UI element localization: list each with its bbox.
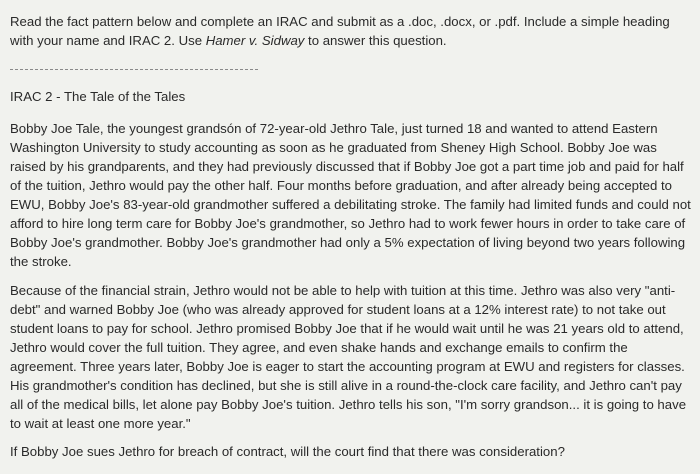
dashed-divider bbox=[10, 69, 258, 70]
question-text: If Bobby Joe sues Jethro for breach of contract, will the court find that there was consideration? bbox=[10, 444, 565, 459]
fact-pattern-paragraph-1: Bobby Joe Tale, the youngest grandsón of 72-year-old Jethro Tale, just turned 18 and wanted to attend Eastern Washington University to study accounting as soon as he graduated from Sheney High School. Bobby Joe was raised by his grandparents, and they had previously discussed that if Bobby Joe got a part time job and paid for half of the tuition, Jethro would pay the other half. Four months before graduation, and after already being accepted to EWU, Bobby Joe's 83-year-old grandmother suffered a debilitating stroke. The family had limited funds and could not afford to hire long term care for Bobby Joe's grandmother, so Jethro had to work fewer hours in order to take care of Bobby Joe's grandmother. Bobby Joe's grandmother had only a 5% expectation of living beyond two years following the stroke. bbox=[10, 121, 691, 269]
fact-pattern-paragraph-2: Because of the financial strain, Jethro would not be able to help with tuition at this time. Jethro was also very "anti-debt" and warned Bobby Joe (who was already approved for student loans at a 12% interest rate) to not take out student loans to pay for school. Jethro promised Bobby Joe that if he would wait until he was 21 years old to attend, Jethro would cover the full tuition. They agree, and even shake hands and exchange emails to confirm the agreement. Three years later, Bobby Joe is eager to start the accounting program at EWU and registers for classes. His grandmother's condition has declined, but she is still alive in a round-the-clock care facility, and Jethro can't pay all of the medical bills, let alone pay Bobby Joe's tuition. Jethro tells his son, "I'm sorry grandson... it is going to have to wait at least one more year." bbox=[10, 283, 687, 431]
instructions-part-2: to answer this question. bbox=[304, 33, 447, 48]
case-name: Hamer v. Sidway bbox=[205, 33, 305, 48]
instructions-text bbox=[10, 12, 694, 50]
irac-title: IRAC 2 - The Tale of the Tales bbox=[10, 89, 186, 104]
instructions-part-1: Read the fact pattern below and complete an IRAC and submit as a .doc, .docx, or .pdf. Include a simple heading with your name and IRAC 2. Use bbox=[10, 14, 670, 48]
